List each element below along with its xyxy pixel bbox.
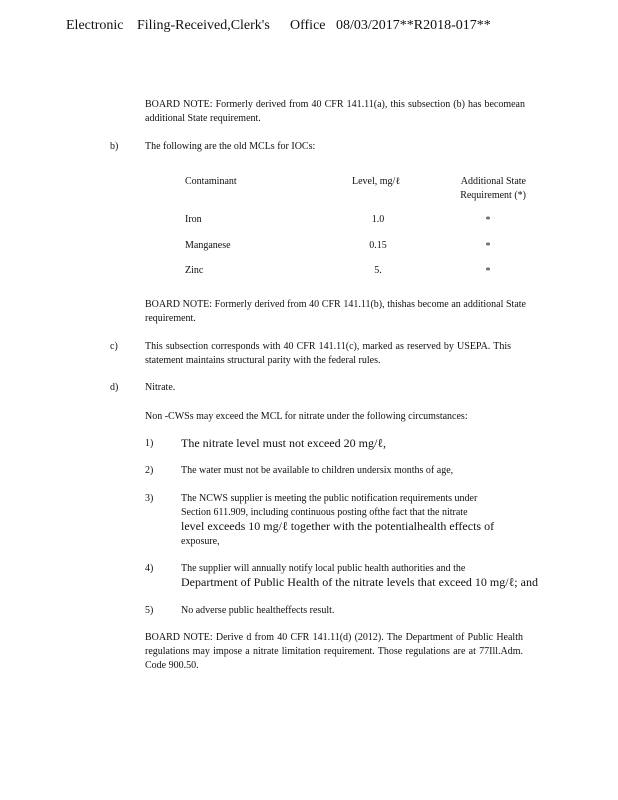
item-d-title: Nitrate. [145,382,176,393]
sub-item-text: The nitrate level must not exceed 20 mg/ℓ, [181,436,387,450]
item-d-intro: Non -CWSs may exceed the MCL for nitrate under the following circumstances: [145,411,468,422]
board-note-b: BOARD NOTE: Formerly derived from 40 CFR 141.11(b), thishas become an additional State requirement. [145,299,526,324]
table-header-contaminant: Contaminant [185,176,237,187]
table-cell-contaminant: Manganese [185,240,231,251]
sub-item-text: The water must not be available to children undersix months of age, [181,465,454,476]
table-cell-contaminant: Iron [185,214,202,225]
item-d-label: d) [110,382,119,393]
table-header-level: Level, mg/ℓ [352,176,401,187]
table-cell-flag: * [485,215,491,226]
table-cell-level: 0.15 [369,240,387,251]
table-cell-flag: * [485,241,491,252]
item-b-text: The following are the old MCLs for IOCs: [145,141,316,152]
sub-item-text-line: level exceeds 10 mg/ℓ together with the potentialhealth effects of [181,519,495,533]
table-cell-level: 5. [374,265,382,276]
table-cell-level: 1.0 [371,214,385,225]
sub-item-label: 5) [145,605,154,616]
sub-item-text-line: The supplier will annually notify local public health authorities and the [181,563,466,574]
board-note-d: BOARD NOTE: Derive d from 40 CFR 141.11(d) (2012). The Department of Public Health regulations may impose a nitrate limitation requirement. Those regulations are at 77Ill.Adm. Code 900.50. [145,632,523,671]
sub-item-text: No adverse public healtheffects result. [181,605,335,616]
sub-item-text-line: Department of Public Health of the nitrate levels that exceed 10 mg/ℓ; and [181,575,538,589]
board-note-a: BOARD NOTE: Formerly derived from 40 CFR 141.11(a), this subsection (b) has becomean additional State requirement. [145,99,525,124]
table-header-additional-2: Requirement (*) [460,190,526,201]
sub-item-text-line: Section 611.909, including continuous posting ofthe fact that the nitrate [181,507,468,518]
item-c-label: c) [110,341,118,352]
header-electronic: Electronic [66,18,124,33]
sub-item-text-line: exposure, [181,536,220,547]
table-cell-flag: * [485,266,491,277]
table-header-additional-1: Additional State [460,176,526,187]
table-cell-contaminant: Zinc [185,265,204,276]
sub-item-label: 2) [145,465,154,476]
header-stamp: 08/03/2017**R2018-017** [336,18,491,33]
sub-item-label: 3) [145,493,154,504]
item-c-text: This subsection corresponds with 40 CFR 141.11(c), marked as reserved by USEPA. This statement maintains structural parity with the federal rules. [145,341,511,366]
sub-item-label: 1) [145,438,154,449]
item-b-label: b) [110,141,119,152]
header-filing-received: Filing-Received,Clerk's [137,18,270,33]
header-office: Office [290,18,326,33]
sub-item-text-line: The NCWS supplier is meeting the public notification requirements under [181,493,478,504]
sub-item-label: 4) [145,563,154,574]
